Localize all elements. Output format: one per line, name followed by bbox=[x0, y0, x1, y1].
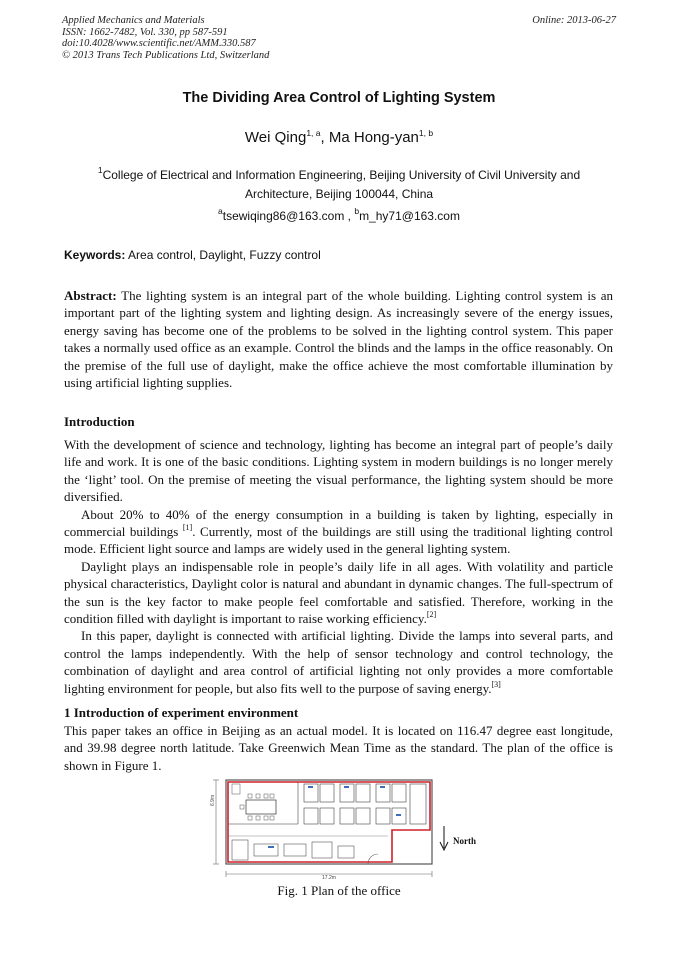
intro-paragraph-2 bbox=[64, 506, 613, 558]
author-2: Ma Hong-yan bbox=[328, 129, 419, 146]
intro-paragraph-4 bbox=[64, 627, 613, 697]
citation-3[interactable]: [3] bbox=[491, 679, 501, 689]
north-label: North bbox=[453, 836, 476, 846]
introduction-heading: Introduction bbox=[64, 414, 135, 429]
email-a[interactable]: tsewiqing86@163.com bbox=[222, 209, 345, 223]
journal-name: Applied Mechanics and Materials bbox=[62, 15, 205, 26]
keywords bbox=[64, 248, 321, 262]
doi-line: doi:10.4028/www.scientific.net/AMM.330.587 bbox=[62, 38, 256, 50]
meeting-chairs bbox=[240, 794, 274, 820]
author-1-affil: 1, a bbox=[306, 128, 321, 138]
affiliation-marker: 1 bbox=[97, 165, 103, 175]
cabinet bbox=[232, 784, 240, 794]
intro-p2-text-b: . Currently, most of the buildings are still using the traditional lighting control mode. Efficient light source and lamps are widely used in the general lighting system. bbox=[64, 524, 613, 557]
section-1-heading: 1 Introduction of experiment environment bbox=[64, 705, 299, 720]
author-list bbox=[0, 129, 678, 146]
width-label: 17.2m bbox=[322, 875, 336, 881]
issn-line: ISSN: 1662-7482, Vol. 330, pp 587-591 bbox=[62, 26, 228, 38]
copyright-line: © 2013 Trans Tech Publications Ltd, Switzerland bbox=[62, 49, 270, 61]
affiliation-text: College of Electrical and Information Engineering, Beijing University of Civil University and Architecture, Beijing 100044, China bbox=[102, 168, 581, 201]
author-1: Wei Qing bbox=[244, 129, 307, 146]
keywords-label: Keywords: bbox=[64, 248, 126, 262]
paper-title: The Dividing Area Control of Lighting System bbox=[182, 90, 496, 106]
figure-1-plan bbox=[208, 774, 498, 882]
introduction-body bbox=[64, 436, 613, 697]
online-date: Online: 2013-06-27 bbox=[532, 15, 616, 26]
office-floor-plan bbox=[208, 774, 498, 882]
email-b[interactable]: m_hy71@163.com bbox=[359, 209, 460, 223]
abstract bbox=[64, 287, 613, 391]
abstract-text: The lighting system is an integral part of the whole building. Lighting control system is an important part of the lighting system and lighting design. As increasingly severe of the energy issues, energy saving has become one of the problems to be solved in the lighting control system. This paper takes a normally used office as an example. Control the blinds and the lamps in the office reasonably. On the premise of the full use of daylight, make the office achieve the most comfortable illumination by using artificial lighting supplies. bbox=[64, 288, 613, 391]
intro-p2-text-a: About 20% to 40% of the energy consumption in a building is taken by lighting, especially in commercial buildings bbox=[64, 506, 613, 540]
meeting-table bbox=[246, 800, 276, 814]
outer-wall bbox=[226, 780, 432, 864]
figure-1-caption: Fig. 1 Plan of the office bbox=[277, 883, 401, 898]
lower-rooms bbox=[232, 840, 378, 864]
journal-header bbox=[62, 15, 269, 61]
author-2-affil: 1, b bbox=[418, 128, 434, 138]
email-a-marker: a bbox=[218, 206, 223, 216]
affiliation bbox=[64, 166, 614, 204]
section-1-body: This paper takes an office in Beijing as an actual model. It is located on 116.47 degree east longitude, and 39.98 degree north latitude. Take Greenwich Mean Time as the standard. The plan of the office is shown in Figure 1. bbox=[64, 723, 613, 773]
intro-paragraph-1: With the development of science and technology, lighting has become an integral part of people’s daily life and work. It is one of the basic conditions. Lighting system in modern buildings is no longer merely the ‘light’ tool. On the premise of meeting the visual performance, the lighting system should be more diversified. bbox=[64, 437, 613, 505]
height-label: 6.9m bbox=[210, 794, 216, 806]
monitor-marks bbox=[268, 786, 401, 848]
email-line bbox=[0, 206, 678, 223]
intro-p3-text: Daylight plays an indispensable role in people’s daily life in all ages. With volatility and particle physical characteristics, Daylight color is natural and abundant in dynamic changes. The full-spectrum of the sun is the key factor to make people feel comfortable and satisfied. Therefore, working in the condition filled with daylight is important to raise working efficiency. bbox=[64, 558, 613, 627]
keywords-text: Area control, Daylight, Fuzzy control bbox=[125, 248, 321, 262]
intro-paragraph-3 bbox=[64, 558, 613, 628]
citation-2[interactable]: [2] bbox=[426, 610, 437, 620]
intro-p4-text: In this paper, daylight is connected with artificial lighting. Divide the lamps into several parts, and control the lamps independently. With the help of sensor technology and control technology, the combination of daylight and area control of artificial lighting not only provides a more comfortable lighting environment for people, but also fits well to the purpose of saving energy. bbox=[64, 628, 613, 696]
email-separator: , bbox=[344, 209, 355, 223]
email-b-marker: b bbox=[354, 206, 360, 216]
author-separator: , bbox=[320, 129, 329, 146]
citation-1[interactable]: [1] bbox=[182, 523, 193, 533]
abstract-label: Abstract: bbox=[64, 288, 117, 303]
workstations bbox=[304, 784, 426, 824]
